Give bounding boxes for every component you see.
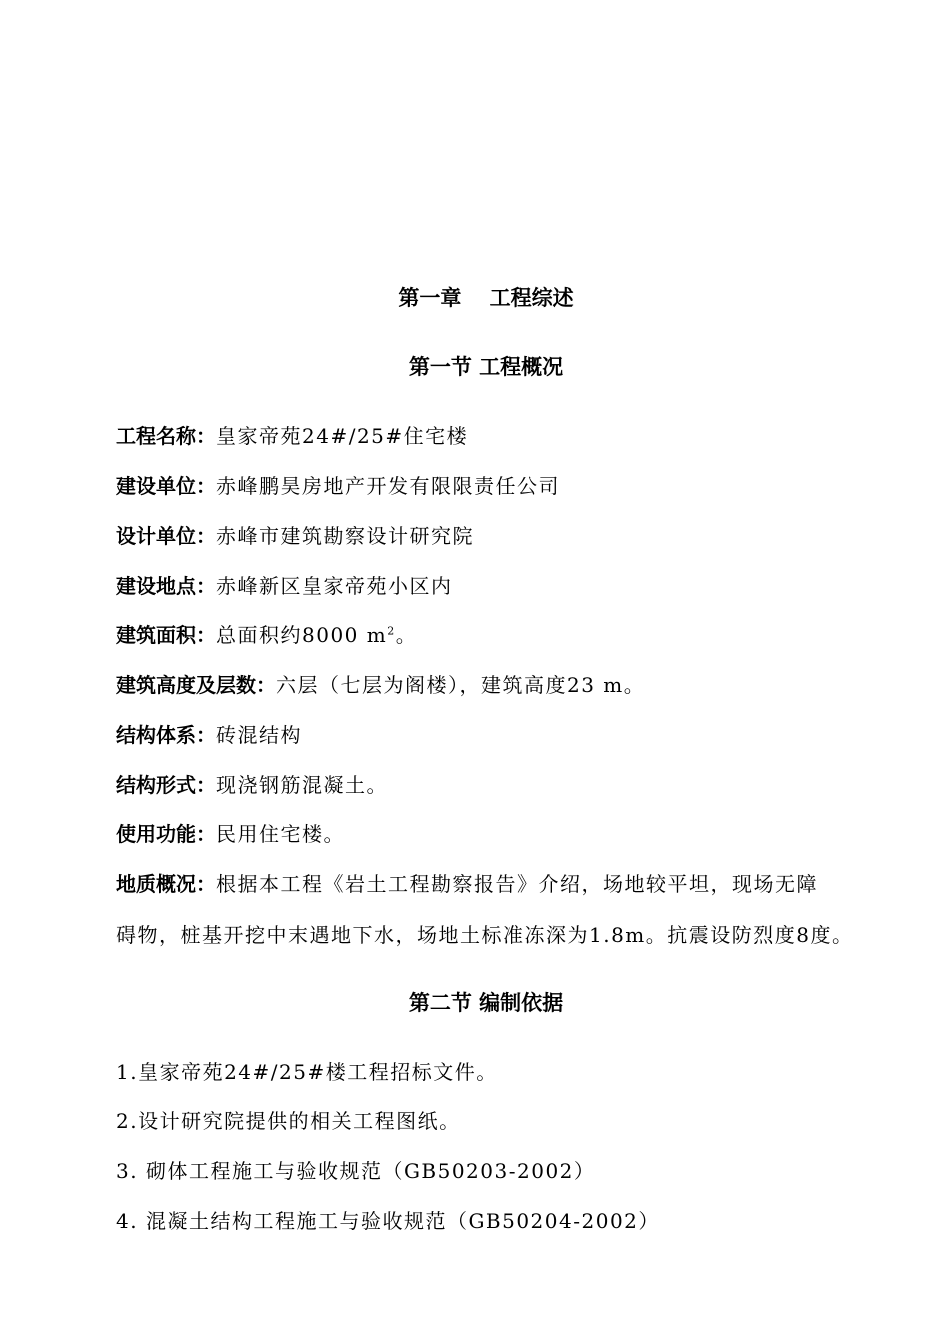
chapter-title: 第一章 工程综述: [398, 286, 574, 310]
info-row-designer: [116, 522, 474, 550]
info-value: 总面积约8000 m: [216, 623, 388, 647]
info-value-suffix: 。: [395, 623, 418, 647]
info-value: 赤峰市建筑勘察设计研究院: [216, 524, 474, 548]
info-row-area: [116, 621, 417, 649]
info-row-structure-system: [116, 721, 302, 749]
info-value: 根据本工程《岩土工程勘察报告》介绍，场地较平坦，现场无障: [216, 872, 818, 896]
info-value: 民用住宅楼。: [216, 822, 345, 846]
info-label: 建筑高度及层数：: [116, 673, 276, 697]
info-value: 六层（七层为阁楼），建筑高度23 m。: [276, 673, 646, 697]
info-label: 使用功能：: [116, 822, 216, 846]
info-label: 结构形式：: [116, 773, 216, 797]
info-value: 赤峰新区皇家帝苑小区内: [216, 574, 453, 598]
info-row-function: [116, 820, 345, 848]
info-value: 赤峰鹏昊房地产开发有限限责任公司: [216, 474, 560, 498]
info-label: 设计单位：: [116, 524, 216, 548]
basis-item: [116, 1058, 498, 1086]
info-value: 砖混结构: [216, 723, 302, 747]
info-value-continuation: 碍物，桩基开挖中末遇地下水，场地土标准冻深为1.8m。抗震设防烈度8度。: [116, 923, 854, 947]
basis-item: [116, 1157, 595, 1185]
info-row-structure-form: [116, 771, 388, 799]
section-title-basis: 第二节 编制依据: [408, 991, 564, 1015]
basis-item-text: 1.皇家帝苑24#/25#楼工程招标文件。: [116, 1060, 498, 1084]
info-row-developer: [116, 472, 560, 500]
info-label: 建设单位：: [116, 474, 216, 498]
info-row-geology-continuation: [116, 921, 854, 949]
info-label: 地质概况：: [116, 872, 216, 896]
info-value: 现浇钢筋混凝土。: [216, 773, 388, 797]
basis-item-text: 3. 砌体工程施工与验收规范（GB50203-2002）: [116, 1159, 596, 1183]
basis-item-text: 4. 混凝土结构工程施工与验收规范（GB50204-2002）: [116, 1209, 660, 1233]
info-label: 建筑面积：: [116, 623, 216, 647]
basis-item: [116, 1207, 660, 1235]
info-label: 工程名称：: [116, 424, 216, 448]
info-row-project-name: [116, 422, 468, 450]
info-label: 建设地点：: [116, 574, 216, 598]
info-label: 结构体系：: [116, 723, 216, 747]
superscript: 2: [387, 624, 396, 638]
section-title-overview: 第一节 工程概况: [408, 355, 564, 379]
info-row-geology: [116, 870, 818, 898]
basis-item: [116, 1107, 461, 1135]
info-row-height: [116, 671, 645, 699]
info-row-location: [116, 572, 453, 600]
basis-item-text: 2.设计研究院提供的相关工程图纸。: [116, 1109, 461, 1133]
info-value: 皇家帝苑24#/25#住宅楼: [216, 424, 469, 448]
